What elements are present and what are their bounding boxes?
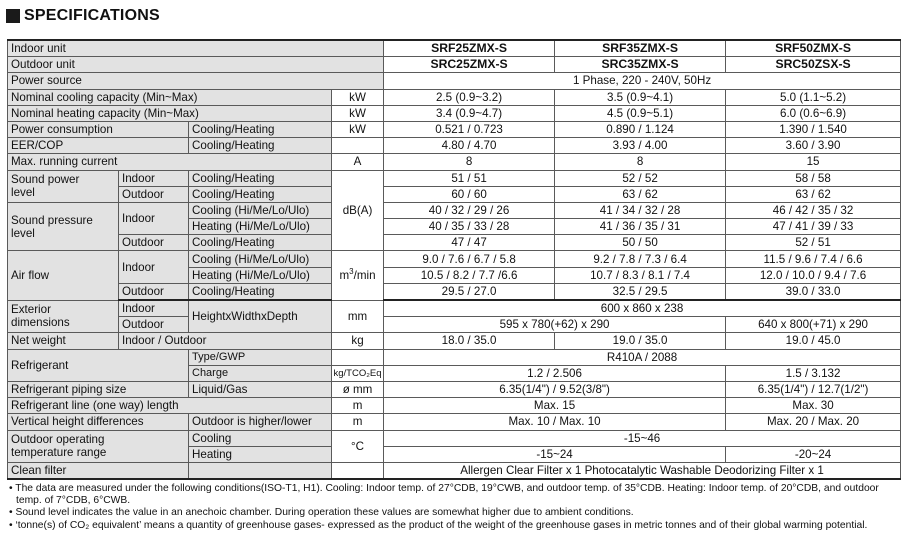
- table-cell: 6.35(1/4") / 9.52(3/8"): [384, 381, 726, 397]
- outdoor-model-2: SRC35ZMX-S: [555, 57, 726, 73]
- sound-pressure-cooling-cond: Cooling (Hi/Me/Lo/Ulo): [189, 202, 332, 218]
- heating-capacity-label: Nominal heating capacity (Min~Max): [8, 105, 332, 121]
- refrigerant-type-unit: [332, 349, 384, 365]
- table-cell: 0.521 / 0.723: [384, 121, 555, 137]
- table-row: [8, 283, 901, 300]
- dimensions-cond: HeightxWidthxDepth: [189, 300, 332, 333]
- table-cell: 10.5 / 8.2 / 7.7 /6.6: [384, 267, 555, 283]
- operating-heating-label: Heating: [189, 446, 332, 462]
- table-row: [8, 57, 901, 73]
- indoor-model-2: SRF35ZMX-S: [555, 40, 726, 57]
- table-row: [8, 414, 901, 430]
- power-source-label: Power source: [8, 73, 384, 89]
- table-cell: 9.2 / 7.8 / 7.3 / 6.4: [555, 251, 726, 267]
- table-cell: 32.5 / 29.5: [555, 283, 726, 300]
- table-cell: 0.890 / 1.124: [555, 121, 726, 137]
- footnote: • ‘tonne(s) of CO₂ equivalent’ means a quantity of greenhouse gases- expressed as the product of the weight of the greenhouse gases in metric tonnes and of their global warming potential.: [9, 519, 868, 531]
- power-consumption-label: Power consumption: [8, 121, 189, 137]
- table-cell: 41 / 36 / 35 / 31: [555, 219, 726, 235]
- table-cell: 50 / 50: [555, 235, 726, 251]
- table-cell: 12.0 / 10.0 / 9.4 / 7.6: [726, 267, 901, 283]
- table-row: [8, 89, 901, 105]
- sound-pressure-heating-cond: Heating (Hi/Me/Lo/Ulo): [189, 219, 332, 235]
- table-cell: 40 / 32 / 29 / 26: [384, 202, 555, 218]
- sound-pressure-label-2: level: [11, 226, 35, 240]
- table-cell: 1.390 / 1.540: [726, 121, 901, 137]
- table-cell: 4.5 (0.9~5.1): [555, 105, 726, 121]
- sound-power-label-2: level: [11, 186, 35, 200]
- clean-filter-cond: [189, 462, 332, 479]
- spec-table: [7, 39, 901, 480]
- table-cell: 52 / 52: [555, 170, 726, 186]
- outdoor-model-1: SRC25ZMX-S: [384, 57, 555, 73]
- air-flow-unit-base: m: [339, 268, 350, 282]
- sound-unit: dB(A): [332, 170, 384, 251]
- sound-pressure-label-1: Sound pressure: [11, 213, 93, 227]
- table-row: [8, 170, 901, 186]
- table-cell: 3.5 (0.9~4.1): [555, 89, 726, 105]
- sound-pressure-indoor-label: Indoor: [119, 202, 189, 234]
- table-row: [8, 186, 901, 202]
- table-cell: 39.0 / 33.0: [726, 283, 901, 300]
- table-row: [8, 73, 901, 89]
- sound-power-indoor-label: Indoor: [119, 170, 189, 186]
- table-cell: 1.2 / 2.506: [384, 365, 726, 381]
- table-row: [8, 349, 901, 365]
- table-cell: 47 / 41 / 39 / 33: [726, 219, 901, 235]
- table-cell: 640 x 800(+71) x 290: [726, 317, 901, 333]
- table-cell: Allergen Clear Filter x 1 Photocatalytic Washable Deodorizing Filter x 1: [384, 462, 901, 479]
- piping-line-unit: m: [332, 398, 384, 414]
- eer-label: EER/COP: [8, 138, 189, 154]
- operating-range-label: [8, 430, 189, 462]
- indoor-model-1: SRF25ZMX-S: [384, 40, 555, 57]
- table-cell: -15~46: [384, 430, 901, 446]
- table-cell: R410A / 2088: [384, 349, 901, 365]
- table-cell: 600 x 860 x 238: [384, 300, 901, 317]
- sound-power-outdoor-label: Outdoor: [119, 186, 189, 202]
- dimensions-outdoor-label: Outdoor: [119, 317, 189, 333]
- max-current-label: Max. running current: [8, 154, 332, 170]
- footnote: • The data are measured under the following conditions(ISO-T1, H1). Cooling: Indoor temp. of 27°CDB, 19°CWB, and outdoor temp. of 35°CDB. Heating: Indoor temp. of 20°CDB, and outdoor temp. of 7°CDB, 6°CWB.: [9, 483, 879, 507]
- piping-label: Refrigerant piping size: [8, 381, 189, 397]
- clean-filter-unit: [332, 462, 384, 479]
- air-flow-label: Air flow: [8, 251, 119, 300]
- table-row: [8, 381, 901, 397]
- page-title: [6, 7, 160, 25]
- table-cell: 10.7 / 8.3 / 8.1 / 7.4: [555, 267, 726, 283]
- table-cell: Max. 15: [384, 398, 726, 414]
- sound-power-label: [8, 170, 119, 202]
- table-cell: 40 / 35 / 33 / 28: [384, 219, 555, 235]
- sound-power-indoor-cond: Cooling/Heating: [189, 170, 332, 186]
- table-cell: 60 / 60: [384, 186, 555, 202]
- refrigerant-type-label: Type/GWP: [189, 349, 332, 365]
- table-row: [8, 333, 901, 349]
- table-cell: 15: [726, 154, 901, 170]
- table-cell: -20~24: [726, 446, 901, 462]
- refrigerant-label: Refrigerant: [8, 349, 189, 381]
- power-source-value: 1 Phase, 220 - 240V, 50Hz: [384, 73, 901, 89]
- table-cell: 3.93 / 4.00: [555, 138, 726, 154]
- table-cell: 8: [384, 154, 555, 170]
- dimensions-label-1: Exterior: [11, 303, 51, 317]
- table-cell: 18.0 / 35.0: [384, 333, 555, 349]
- table-row: [8, 300, 901, 317]
- operating-range-label-2: temperature range: [11, 446, 107, 460]
- air-flow-cooling-cond: Cooling (Hi/Me/Lo/Ulo): [189, 251, 332, 267]
- footnotes: [7, 483, 902, 532]
- power-consumption-unit: kW: [332, 121, 384, 137]
- table-row: [8, 40, 901, 57]
- vertical-label: Vertical height differences: [8, 414, 189, 430]
- table-row: [8, 430, 901, 446]
- table-cell: 1.5 / 3.132: [726, 365, 901, 381]
- footnote: • Sound level indicates the value in an anechoic chamber. During operation these values are somewhat higher due to ambient conditions.: [9, 507, 634, 519]
- table-cell: 8: [555, 154, 726, 170]
- air-flow-heating-cond: Heating (Hi/Me/Lo/Ulo): [189, 267, 332, 283]
- table-cell: 6.35(1/4") / 12.7(1/2"): [726, 381, 901, 397]
- eer-cond: Cooling/Heating: [189, 138, 332, 154]
- table-cell: 63 / 62: [726, 186, 901, 202]
- operating-cooling-label: Cooling: [189, 430, 332, 446]
- table-cell: 63 / 62: [555, 186, 726, 202]
- clean-filter-label: Clean filter: [8, 462, 189, 479]
- table-cell: 3.60 / 3.90: [726, 138, 901, 154]
- table-row: [8, 154, 901, 170]
- table-row: [8, 105, 901, 121]
- table-cell: 58 / 58: [726, 170, 901, 186]
- max-current-unit: A: [332, 154, 384, 170]
- cooling-capacity-label: Nominal cooling capacity (Min~Max): [8, 89, 332, 105]
- table-cell: 46 / 42 / 35 / 32: [726, 202, 901, 218]
- refrigerant-charge-label: Charge: [189, 365, 332, 381]
- table-row: [8, 121, 901, 137]
- table-cell: 52 / 51: [726, 235, 901, 251]
- table-row: [8, 251, 901, 267]
- air-flow-unit: [332, 251, 384, 300]
- vertical-unit: m: [332, 414, 384, 430]
- dimensions-label-2: dimensions: [11, 316, 70, 330]
- outdoor-unit-label: Outdoor unit: [8, 57, 384, 73]
- table-cell: 3.4 (0.9~4.7): [384, 105, 555, 121]
- table-cell: 51 / 51: [384, 170, 555, 186]
- table-cell: 47 / 47: [384, 235, 555, 251]
- table-row: [8, 202, 901, 218]
- table-cell: 2.5 (0.9~3.2): [384, 89, 555, 105]
- cooling-capacity-unit: kW: [332, 89, 384, 105]
- table-row: [8, 398, 901, 414]
- eer-unit: [332, 138, 384, 154]
- title-text: SPECIFICATIONS: [24, 7, 160, 24]
- table-cell: 4.80 / 4.70: [384, 138, 555, 154]
- dimensions-label: [8, 300, 119, 333]
- table-cell: Max. 30: [726, 398, 901, 414]
- air-flow-unit-sup: 3: [349, 267, 354, 277]
- outdoor-model-3: SRC50ZSX-S: [726, 57, 901, 73]
- sound-pressure-outdoor-label: Outdoor: [119, 235, 189, 251]
- indoor-model-3: SRF50ZMX-S: [726, 40, 901, 57]
- table-cell: 11.5 / 9.6 / 7.4 / 6.6: [726, 251, 901, 267]
- table-cell: 595 x 780(+62) x 290: [384, 317, 726, 333]
- piping-cond: Liquid/Gas: [189, 381, 332, 397]
- table-cell: Max. 10 / Max. 10: [384, 414, 726, 430]
- table-cell: 19.0 / 45.0: [726, 333, 901, 349]
- operating-range-unit: °C: [332, 430, 384, 462]
- table-row: [8, 138, 901, 154]
- sound-power-label-1: Sound power: [11, 173, 80, 187]
- table-cell: 29.5 / 27.0: [384, 283, 555, 300]
- piping-line-label: Refrigerant line (one way) length: [8, 398, 332, 414]
- power-consumption-cond: Cooling/Heating: [189, 121, 332, 137]
- table-row: [8, 235, 901, 251]
- air-flow-unit-tail: /min: [353, 268, 376, 282]
- sound-pressure-outdoor-cond: Cooling/Heating: [189, 235, 332, 251]
- air-flow-outdoor-cond: Cooling/Heating: [189, 283, 332, 300]
- sound-pressure-label: [8, 202, 119, 251]
- sound-power-outdoor-cond: Cooling/Heating: [189, 186, 332, 202]
- heating-capacity-unit: kW: [332, 105, 384, 121]
- table-row: [8, 317, 901, 333]
- table-cell: -15~24: [384, 446, 726, 462]
- title-square-icon: [6, 9, 20, 23]
- vertical-cond: Outdoor is higher/lower: [189, 414, 332, 430]
- piping-unit: ø mm: [332, 381, 384, 397]
- air-flow-indoor-label: Indoor: [119, 251, 189, 283]
- table-cell: 6.0 (0.6~6.9): [726, 105, 901, 121]
- net-weight-cond: Indoor / Outdoor: [119, 333, 332, 349]
- dimensions-unit: mm: [332, 300, 384, 333]
- net-weight-unit: kg: [332, 333, 384, 349]
- table-cell: 9.0 / 7.6 / 6.7 / 5.8: [384, 251, 555, 267]
- table-cell: 19.0 / 35.0: [555, 333, 726, 349]
- net-weight-label: Net weight: [8, 333, 119, 349]
- table-cell: 41 / 34 / 32 / 28: [555, 202, 726, 218]
- refrigerant-charge-unit: kg/TCO₂Eq: [332, 365, 384, 381]
- table-cell: 5.0 (1.1~5.2): [726, 89, 901, 105]
- air-flow-outdoor-label: Outdoor: [119, 283, 189, 300]
- dimensions-indoor-label: Indoor: [119, 300, 189, 317]
- operating-range-label-1: Outdoor operating: [11, 433, 105, 447]
- table-cell: Max. 20 / Max. 20: [726, 414, 901, 430]
- table-row: [8, 462, 901, 479]
- indoor-unit-label: Indoor unit: [8, 40, 384, 57]
